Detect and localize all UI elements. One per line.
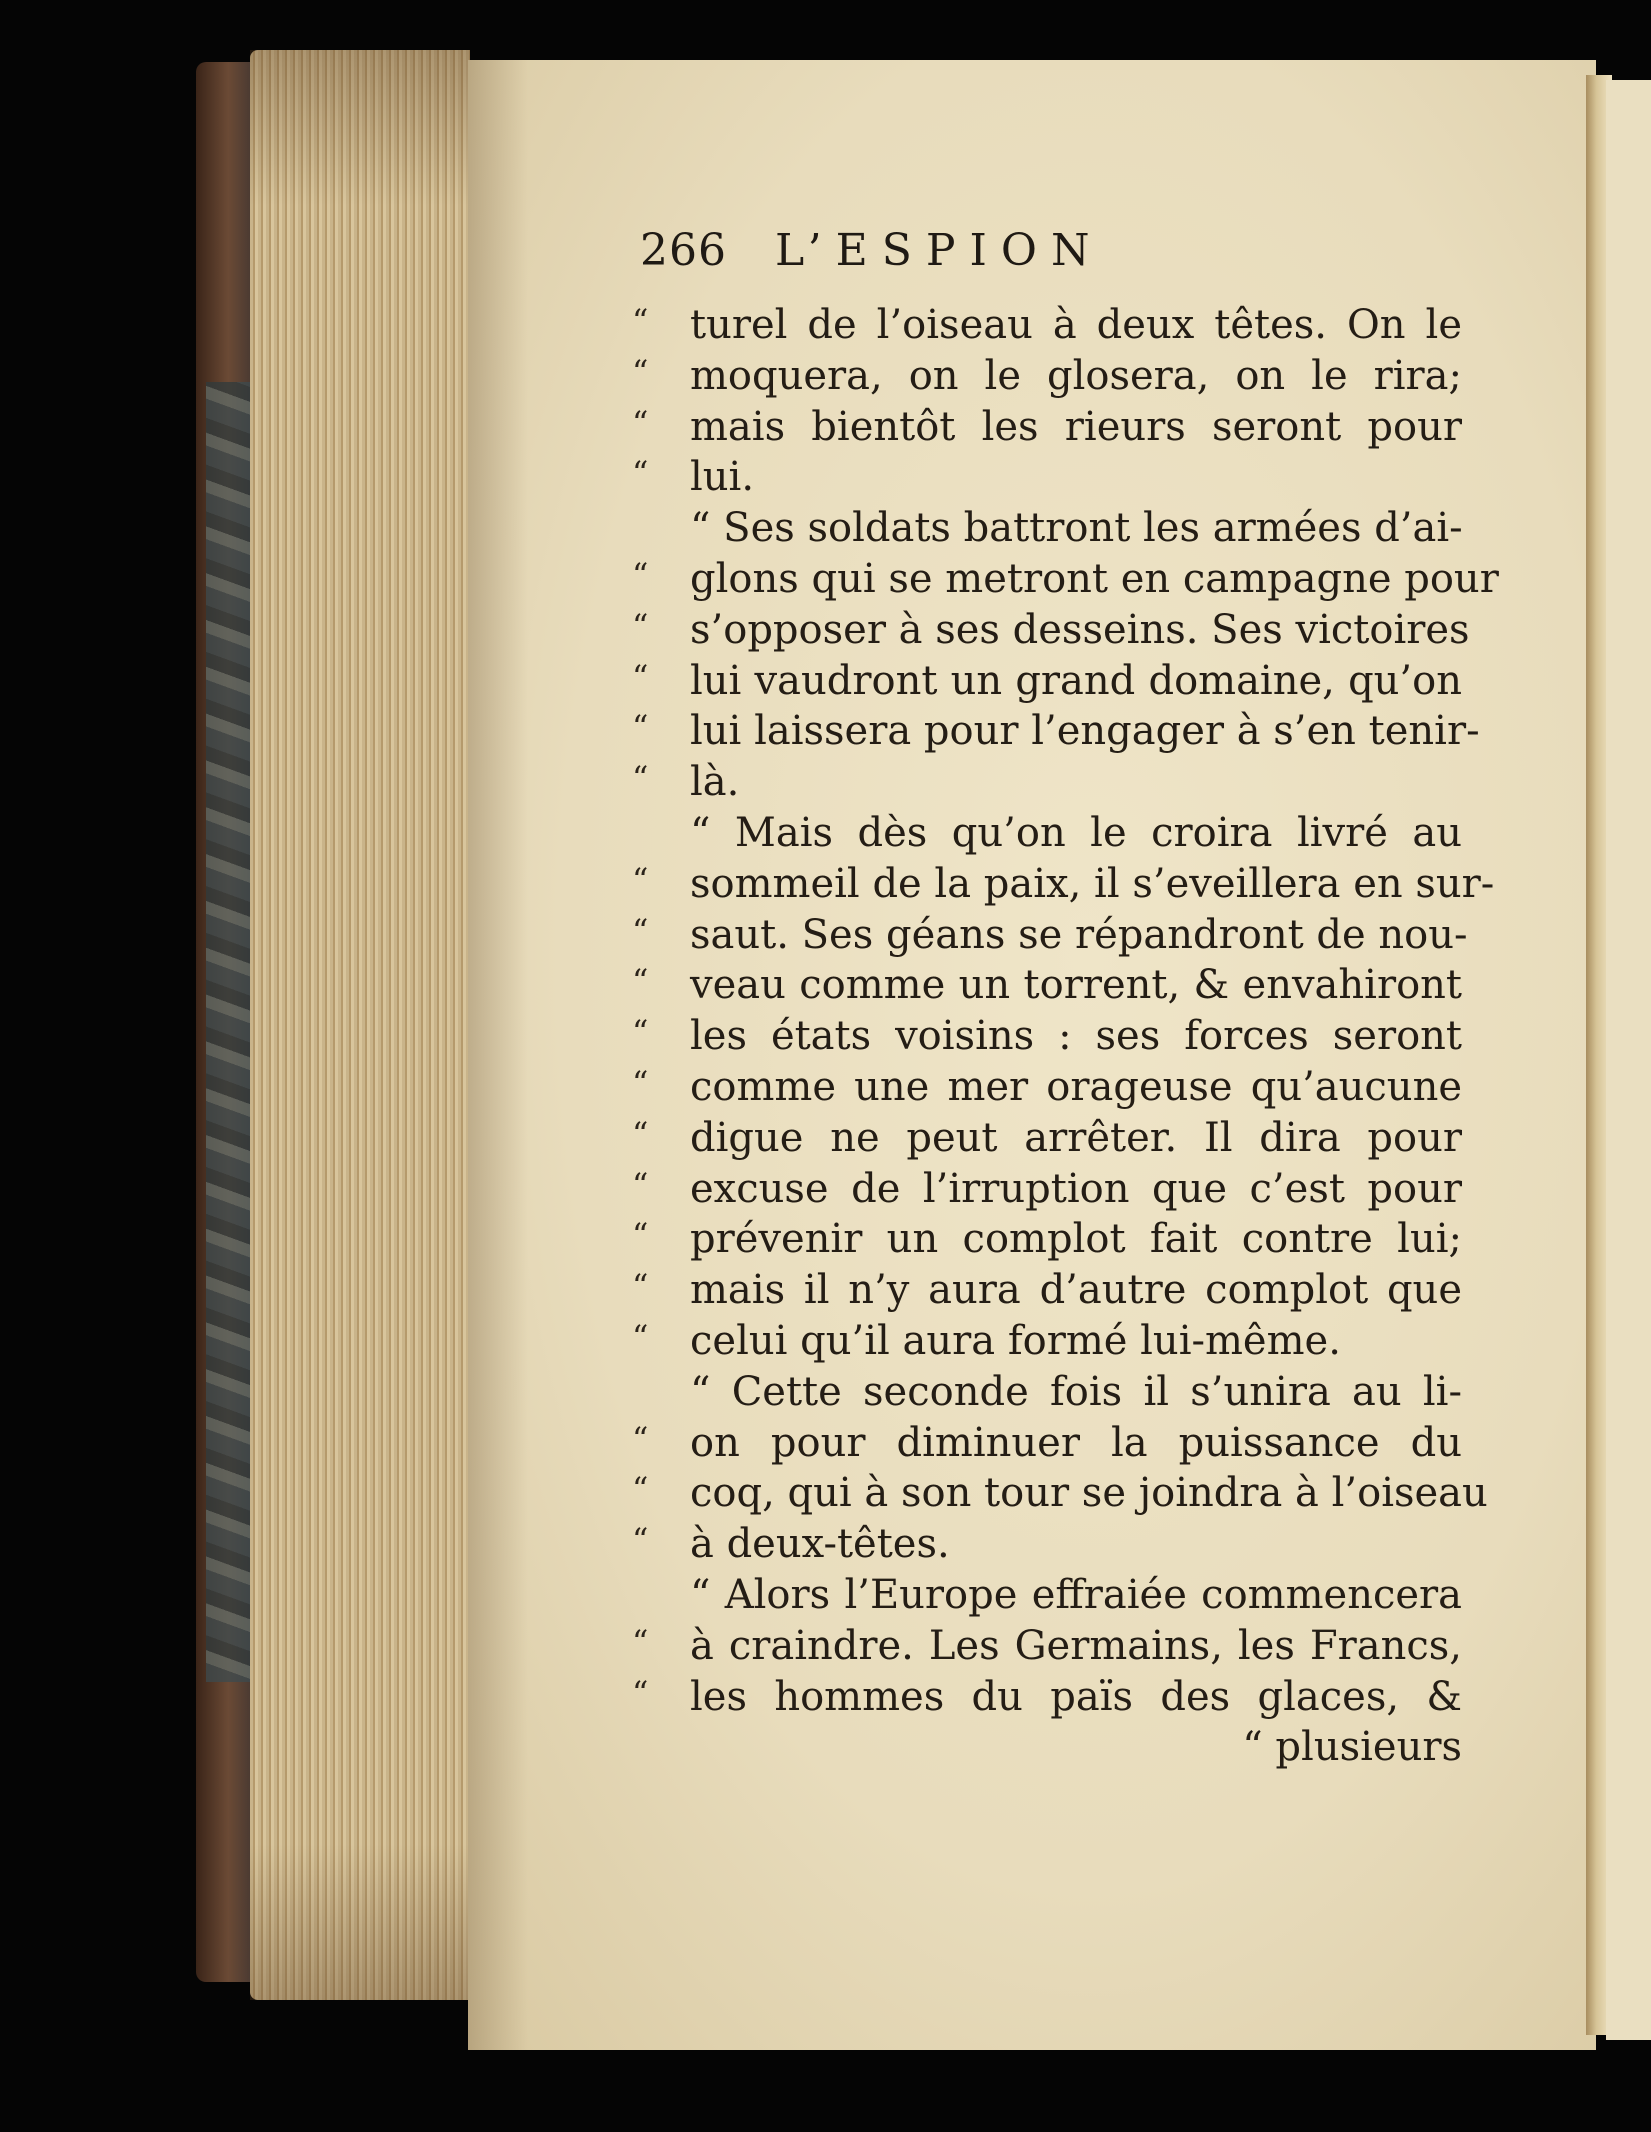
line-text: celui qu’il aura formé lui-même. xyxy=(690,1317,1341,1364)
marginal-quote-mark: “ xyxy=(632,1267,649,1306)
text-line xyxy=(632,706,1480,757)
marginal-quote-mark: “ xyxy=(632,1419,649,1458)
marginal-quote-mark: “ xyxy=(632,1063,649,1102)
marginal-quote-mark: “ xyxy=(632,1165,649,1204)
line-text: glons qui se metront en campagne pour xyxy=(690,555,1499,602)
marginal-quote-mark: “ xyxy=(632,352,649,391)
running-title: L’ESPION xyxy=(775,225,1104,276)
text-line xyxy=(632,351,1462,402)
marginal-quote-mark: “ xyxy=(632,454,649,493)
marginal-quote-mark: “ xyxy=(632,302,649,340)
line-text: comme une mer orageuse qu’aucune xyxy=(690,1063,1462,1110)
line-text: on pour diminuer la puissance du xyxy=(690,1419,1462,1466)
line-text: lui laissera pour l’engager à s’en tenir- xyxy=(690,708,1480,755)
text-line xyxy=(632,960,1462,1011)
page-number: 266 xyxy=(640,225,727,276)
marginal-quote-mark: “ xyxy=(632,708,649,747)
text-line xyxy=(632,757,1462,808)
marginal-quote-mark: “ xyxy=(632,860,649,899)
marginal-quote-mark: “ xyxy=(632,911,649,950)
marginal-quote-mark: “ xyxy=(632,1673,649,1712)
line-text: à craindre. Les Germains, les Francs, xyxy=(690,1622,1462,1669)
line-text: là. xyxy=(690,759,740,806)
text-line xyxy=(632,1672,1462,1723)
marginal-quote-mark: “ xyxy=(632,555,649,594)
text-line xyxy=(632,452,1462,503)
line-text: veau comme un torrent, & envahiront xyxy=(690,962,1462,1009)
line-text: sommeil de la paix, il s’eveillera en sur- xyxy=(690,860,1495,907)
marginal-quote-mark: “ xyxy=(632,1622,649,1661)
text-line xyxy=(632,1316,1462,1367)
line-text: “ Cette seconde fois il s’unira au li- xyxy=(690,1368,1462,1415)
line-text: les états voisins : ses forces seront xyxy=(690,1013,1462,1060)
catchword-line xyxy=(632,1722,1462,1773)
text-line xyxy=(632,1367,1462,1418)
text-line xyxy=(632,402,1462,453)
text-line xyxy=(632,859,1495,910)
text-line xyxy=(632,910,1468,961)
text-line xyxy=(632,1519,1462,1570)
running-head xyxy=(640,225,1460,295)
line-text: “ Ses soldats battront les armées d’ai- xyxy=(690,505,1463,552)
marginal-quote-mark: “ xyxy=(632,403,649,442)
text-line xyxy=(632,1621,1462,1672)
text-line xyxy=(632,503,1462,554)
marginal-quote-mark: “ xyxy=(632,962,649,1001)
marginal-quote-mark: “ xyxy=(632,1114,649,1153)
line-text: lui. xyxy=(690,454,755,501)
line-text: les hommes du païs des glaces, & xyxy=(690,1673,1462,1720)
text-block xyxy=(632,300,1499,1773)
line-text: turel de l’oiseau à deux têtes. On le xyxy=(690,302,1462,348)
line-text: “ Mais dès qu’on le croira livré au xyxy=(690,809,1462,856)
text-line xyxy=(632,554,1499,605)
text-line xyxy=(632,1418,1462,1469)
text-line xyxy=(632,1062,1462,1113)
line-text: digue ne peut arrêter. Il dira pour xyxy=(690,1114,1462,1161)
marginal-quote-mark: “ xyxy=(632,657,649,696)
text-line xyxy=(632,808,1462,859)
text-line xyxy=(632,1214,1462,1265)
text-line xyxy=(632,300,1462,351)
line-text: mais il n’y aura d’autre complot que xyxy=(690,1267,1462,1314)
line-text: “ Alors l’Europe effraiée commencera xyxy=(690,1571,1462,1618)
marginal-quote-mark: “ xyxy=(632,1216,649,1255)
text-line xyxy=(632,1468,1488,1519)
marginal-quote-mark: “ xyxy=(632,1013,649,1052)
text-line xyxy=(632,656,1462,707)
catchword: “ plusieurs xyxy=(1242,1724,1462,1771)
line-text: moquera, on le glosera, on le rira; xyxy=(690,352,1462,399)
page-edges xyxy=(250,50,470,2000)
line-text: saut. Ses géans se répandront de nou- xyxy=(690,911,1468,958)
text-line xyxy=(632,1265,1462,1316)
line-text: mais bientôt les rieurs seront pour xyxy=(690,403,1462,450)
line-text: s’opposer à ses desseins. Ses victoires xyxy=(690,606,1470,653)
text-line xyxy=(632,1011,1462,1062)
marginal-quote-mark: “ xyxy=(632,1470,649,1509)
marginal-quote-mark: “ xyxy=(632,759,649,798)
line-text: coq, qui à son tour se joindra à l’oiseau xyxy=(690,1470,1488,1517)
text-line xyxy=(632,1164,1462,1215)
text-line xyxy=(632,1113,1462,1164)
marginal-quote-mark: “ xyxy=(632,1521,649,1560)
text-line xyxy=(632,605,1470,656)
text-line xyxy=(632,1570,1462,1621)
line-text: à deux-têtes. xyxy=(690,1521,950,1568)
line-text: lui vaudront un grand domaine, qu’on xyxy=(690,657,1462,704)
line-text: prévenir un complot fait contre lui; xyxy=(690,1216,1462,1263)
marginal-quote-mark: “ xyxy=(632,606,649,645)
marginal-quote-mark: “ xyxy=(632,1317,649,1356)
facing-page-edge xyxy=(1606,80,1651,2040)
line-text: excuse de l’irruption que c’est pour xyxy=(690,1165,1462,1212)
